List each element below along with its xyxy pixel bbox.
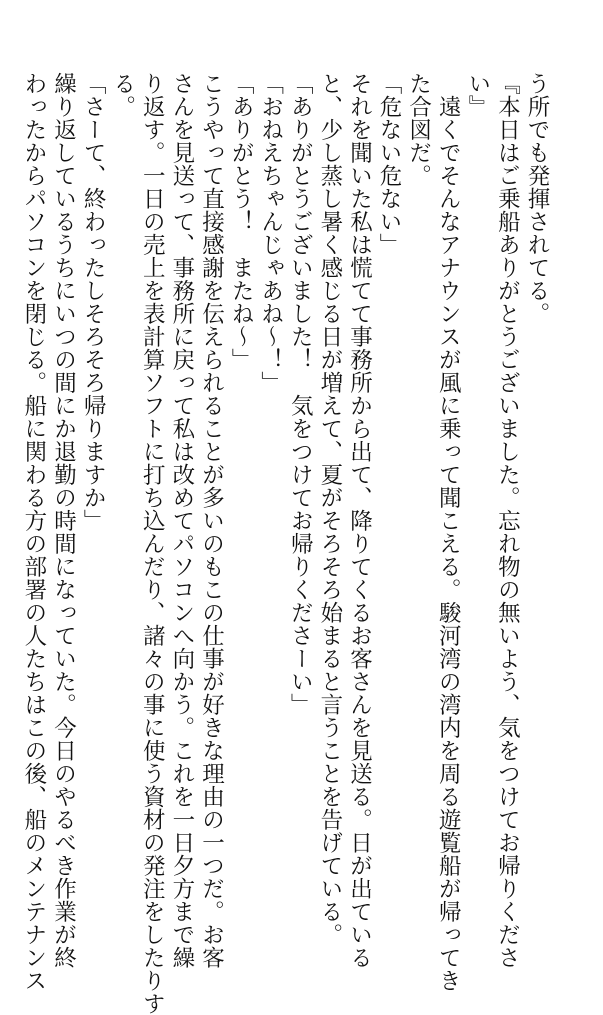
vertical-text-block <box>18 72 551 1015</box>
text-line: 「おねえちゃんじゃあね～！」 <box>257 72 284 394</box>
text-line: 『本日はご乗船ありがとうございました。忘れ物の無いよう、気をつけてお帰りくださ <box>494 72 521 969</box>
text-line: る。 <box>109 72 136 118</box>
text-line: 「ありがとうございました！ 気をつけてお帰りくださーい」 <box>287 72 314 716</box>
text-line: 遠くでそんなアナウンスが風に乗って聞こえる。駿河湾の湾内を周る遊覧船が帰ってき <box>435 94 462 992</box>
text-line: 「さーて、終わったしそろそろ帰りますか」 <box>80 72 107 532</box>
text-line: 「危ない危ない」 <box>376 72 403 256</box>
text-line: 「ありがとう！ またね～」 <box>228 72 255 371</box>
text-line: 繰り返しているうちにいつの間にか退勤の時間になっていた。今日のやるべき作業が終 <box>50 72 77 969</box>
text-line: と、少し蒸し暑く感じる日が増えて、夏がそろそろ始まると言うことを告げている。 <box>316 72 343 946</box>
text-line: い』 <box>464 72 491 118</box>
text-line: う所でも発揮されてる。 <box>524 72 550 325</box>
text-line: それを聞いた私は慌てて事務所から出て、降りてくるお客さんを見送る。日が出ている <box>346 72 373 969</box>
text-line: さんを見送って、事務所に戻って私は改めてパソコンへ向かう。これを一日夕方まで繰 <box>168 72 195 969</box>
text-line: わったからパソコンを閉じる。船に関わる方の部署の人たちはこの後、船のメンテナンス <box>20 72 47 992</box>
text-line: り返す。一日の売上を表計算ソフトに打ち込んだり、諸々の事に使う資材の発注をしたりす <box>139 72 166 1015</box>
text-line: こうやって直接感謝を伝えられることが多いのもこの仕事が好きな理由の一つだ。お客 <box>198 72 225 969</box>
text-line: た合図だ。 <box>405 72 432 187</box>
